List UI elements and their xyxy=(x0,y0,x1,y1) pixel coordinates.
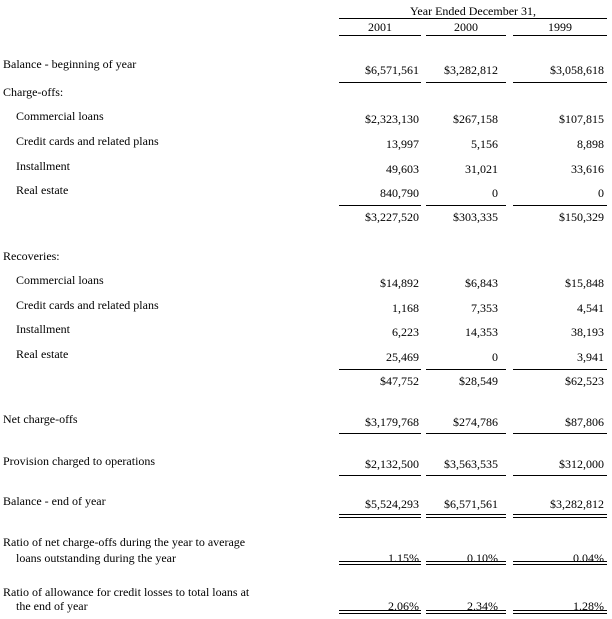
balance-end-label: Balance - end of year xyxy=(3,494,106,508)
balance-end-2001: $5,524,293 xyxy=(365,497,419,511)
rule xyxy=(513,475,607,476)
recoveries-total-2001: $47,752 xyxy=(380,374,419,388)
rule xyxy=(339,205,421,206)
year-header-1999: 1999 xyxy=(548,20,572,34)
ratio-net-2000: 0.10% xyxy=(467,551,498,565)
net-charge-offs-2000: $274,786 xyxy=(453,415,498,429)
ratio-net-1999: 0.04% xyxy=(573,551,604,565)
recoveries-commercial-2001: $14,892 xyxy=(380,276,419,290)
recoveries-installment-2000: 14,353 xyxy=(465,325,498,339)
year-header-2000: 2000 xyxy=(454,20,478,34)
charge-offs-installment-2000: 31,021 xyxy=(465,162,498,176)
provision-1999: $312,000 xyxy=(559,457,604,471)
double-rule xyxy=(339,610,421,614)
ratio-allowance-1999: 1.28% xyxy=(573,599,604,613)
charge-offs-total-2000: $303,335 xyxy=(453,210,498,224)
recoveries-credit-cards-2001: 1,168 xyxy=(392,301,419,315)
ratio-allowance-2000: 2.34% xyxy=(467,599,498,613)
balance-end-1999: $3,282,812 xyxy=(550,497,604,511)
rule xyxy=(426,433,506,434)
rule xyxy=(513,205,607,206)
charge-offs-real-estate-label: Real estate xyxy=(16,183,69,197)
charge-offs-credit-cards-label: Credit cards and related plans xyxy=(16,134,159,148)
recoveries-real-estate-2001: 25,469 xyxy=(386,350,419,364)
charge-offs-installment-1999: 33,616 xyxy=(571,162,604,176)
double-rule xyxy=(339,514,421,518)
recoveries-installment-2001: 6,223 xyxy=(392,325,419,339)
double-rule xyxy=(513,561,607,565)
charge-offs-commercial-1999: $107,815 xyxy=(559,112,604,126)
recoveries-real-estate-label: Real estate xyxy=(16,347,69,361)
recoveries-label: Recoveries: xyxy=(3,249,60,263)
year-rule xyxy=(339,35,421,36)
charge-offs-real-estate-2001: 840,790 xyxy=(380,186,419,200)
year-header-2001: 2001 xyxy=(368,20,392,34)
rule xyxy=(426,475,506,476)
year-rule xyxy=(426,35,506,36)
rule xyxy=(339,82,421,83)
recoveries-commercial-1999: $15,848 xyxy=(565,276,604,290)
balance-end-2000: $6,571,561 xyxy=(444,497,498,511)
balance-beginning-2000: $3,282,812 xyxy=(444,63,498,77)
rule xyxy=(426,205,506,206)
double-rule xyxy=(339,561,421,565)
header-rule xyxy=(339,18,607,19)
recoveries-credit-cards-label: Credit cards and related plans xyxy=(16,298,159,312)
charge-offs-credit-cards-1999: 8,898 xyxy=(577,137,604,151)
provision-label: Provision charged to operations xyxy=(3,454,156,468)
balance-beginning-1999: $3,058,618 xyxy=(550,63,604,77)
rule xyxy=(513,433,607,434)
charge-offs-real-estate-1999: 0 xyxy=(598,186,604,200)
period-header: Year Ended December 31, xyxy=(409,4,537,18)
balance-beginning-label: Balance - beginning of year xyxy=(3,57,137,71)
double-rule xyxy=(426,514,506,518)
recoveries-total-1999: $62,523 xyxy=(565,374,604,388)
recoveries-real-estate-1999: 3,941 xyxy=(577,350,604,364)
recoveries-installment-label: Installment xyxy=(16,322,70,336)
recoveries-total-2000: $28,549 xyxy=(459,374,498,388)
charge-offs-commercial-2001: $2,323,130 xyxy=(365,112,419,126)
charge-offs-total-1999: $150,329 xyxy=(559,210,604,224)
charge-offs-total-2001: $3,227,520 xyxy=(365,210,419,224)
rule xyxy=(513,369,607,370)
rule xyxy=(339,433,421,434)
balance-beginning-2001: $6,571,561 xyxy=(365,63,419,77)
rule xyxy=(339,475,421,476)
double-rule xyxy=(513,610,607,614)
ratio-allowance-2001: 2.06% xyxy=(388,599,419,613)
net-charge-offs-2001: $3,179,768 xyxy=(365,415,419,429)
provision-2001: $2,132,500 xyxy=(365,457,419,471)
charge-offs-label: Charge-offs: xyxy=(3,85,64,99)
charge-offs-credit-cards-2000: 5,156 xyxy=(471,137,498,151)
double-rule xyxy=(426,610,506,614)
double-rule xyxy=(426,561,506,565)
recoveries-installment-1999: 38,193 xyxy=(571,325,604,339)
year-rule xyxy=(513,35,607,36)
provision-2000: $3,563,535 xyxy=(444,457,498,471)
recoveries-real-estate-2000: 0 xyxy=(492,350,498,364)
recoveries-commercial-label: Commercial loans xyxy=(16,273,104,287)
ratio-net-label-line2: loans outstanding during the year xyxy=(16,551,176,565)
net-charge-offs-1999: $87,806 xyxy=(565,415,604,429)
charge-offs-real-estate-2000: 0 xyxy=(492,186,498,200)
rule xyxy=(426,369,506,370)
recoveries-commercial-2000: $6,843 xyxy=(465,276,498,290)
charge-offs-installment-label: Installment xyxy=(16,159,70,173)
rule xyxy=(339,369,421,370)
ratio-net-label-line1: Ratio of net charge-offs during the year to average xyxy=(3,535,246,549)
rule xyxy=(513,82,607,83)
charge-offs-commercial-2000: $267,158 xyxy=(453,112,498,126)
ratio-allowance-label-line2: the end of year xyxy=(16,599,88,613)
double-rule xyxy=(513,514,607,518)
charge-offs-installment-2001: 49,603 xyxy=(386,162,419,176)
recoveries-credit-cards-1999: 4,541 xyxy=(577,301,604,315)
rule xyxy=(426,82,506,83)
net-charge-offs-label: Net charge-offs xyxy=(3,412,78,426)
charge-offs-credit-cards-2001: 13,997 xyxy=(386,137,419,151)
ratio-net-2001: 1.15% xyxy=(388,551,419,565)
ratio-allowance-label-line1: Ratio of allowance for credit losses to total loans at xyxy=(3,585,250,599)
charge-offs-commercial-label: Commercial loans xyxy=(16,109,104,123)
recoveries-credit-cards-2000: 7,353 xyxy=(471,301,498,315)
